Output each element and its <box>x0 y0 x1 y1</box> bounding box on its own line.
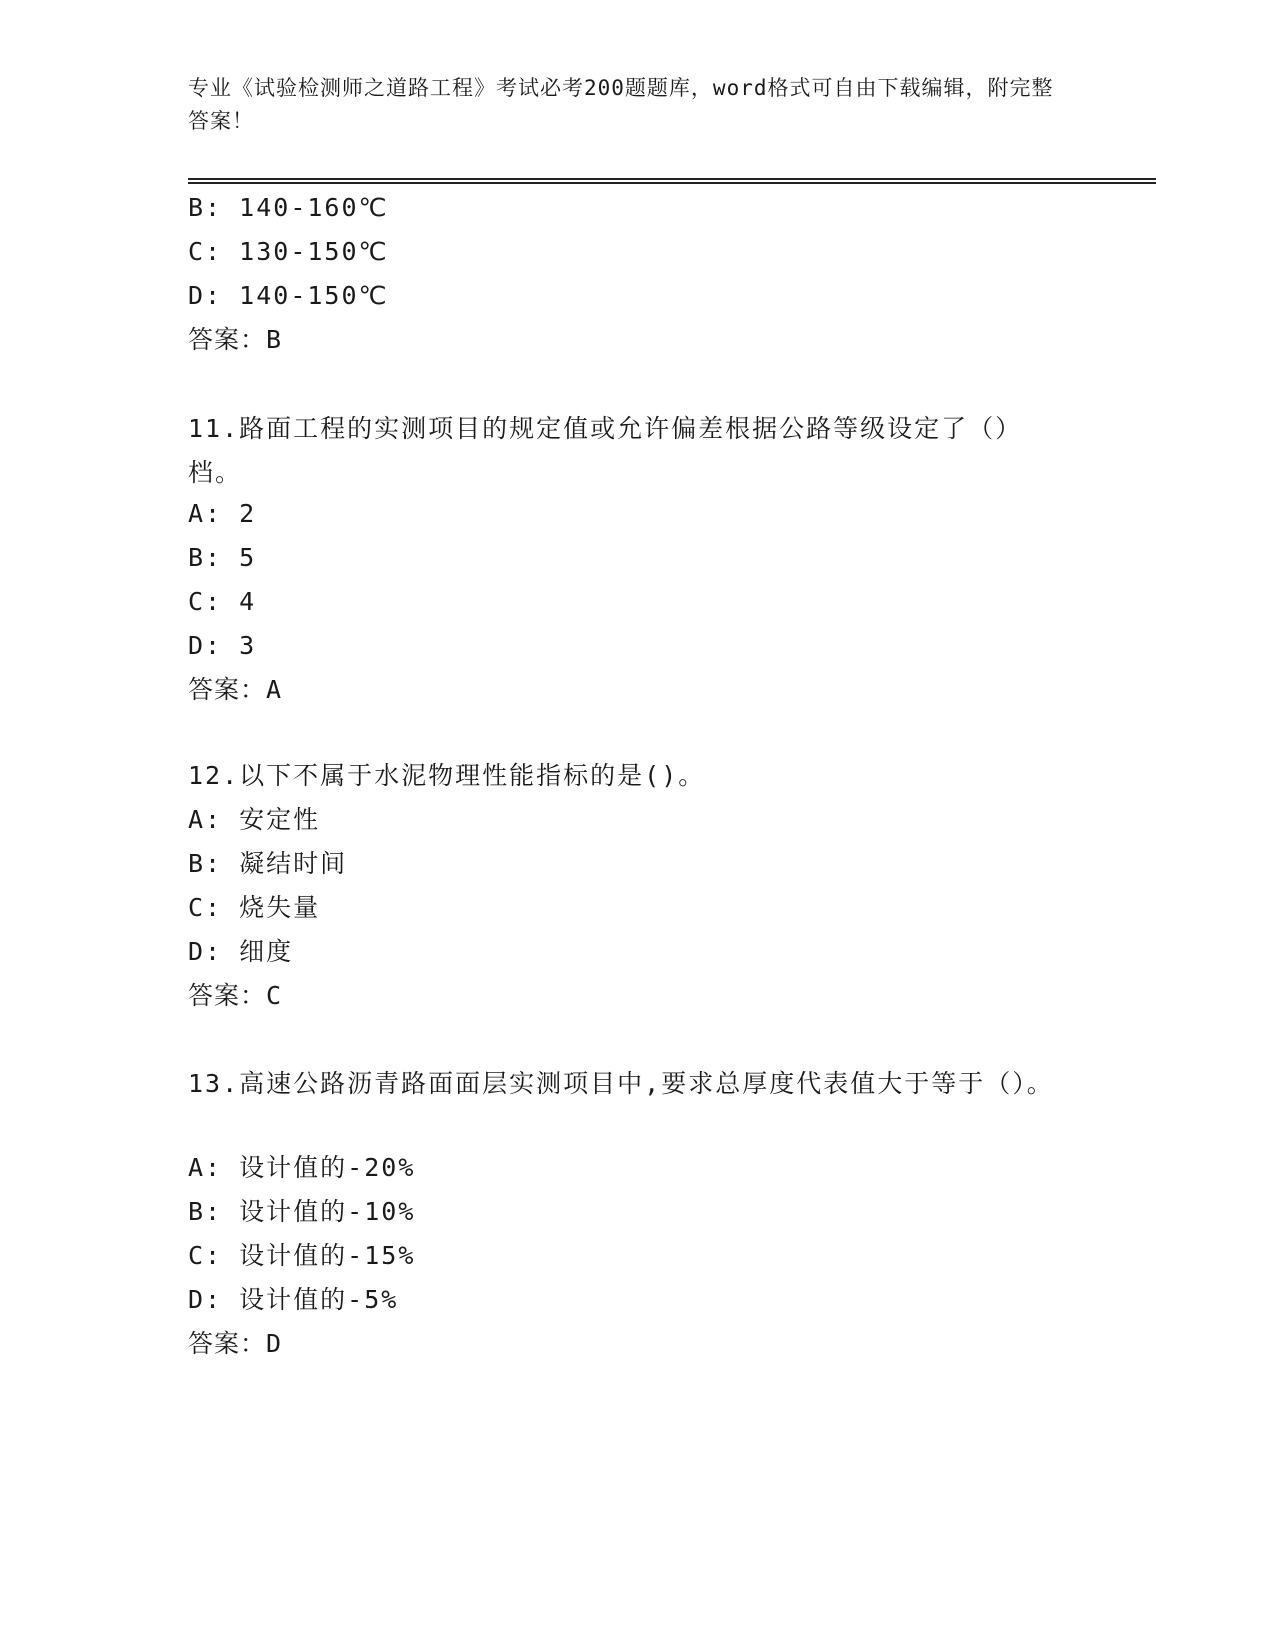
option-key: D: <box>188 281 223 310</box>
answer-line: 答案：C <box>188 981 283 1010</box>
option-text: 设计值的-20% <box>239 1153 416 1182</box>
option-key: B: <box>188 1197 223 1226</box>
option-key: A: <box>188 1153 223 1182</box>
option-text: 细度 <box>239 937 294 966</box>
option-text: 4 <box>239 587 257 616</box>
option-c <box>188 1240 415 1272</box>
option-key: D: <box>188 631 223 660</box>
option-c <box>188 236 389 268</box>
option-text: 140-160℃ <box>239 193 389 222</box>
option-text: 5 <box>239 543 257 572</box>
option-text: 烧失量 <box>239 893 321 922</box>
option-b <box>188 1196 415 1228</box>
question-13-stem: 13.高速公路沥青路面面层实测项目中,要求总厚度代表值大于等于（）。 <box>188 1069 1054 1098</box>
document-header: 专业《试验检测师之道路工程》考试必考200题题库，word格式可自由下载编辑，附完整答案！ <box>188 76 1054 133</box>
option-key: B: <box>188 543 223 572</box>
header-divider-bottom <box>188 182 1156 184</box>
option-d <box>188 1284 398 1316</box>
header-divider-top <box>188 178 1156 180</box>
option-text: 2 <box>239 499 257 528</box>
option-key: D: <box>188 937 223 966</box>
option-d <box>188 280 389 312</box>
option-key: C: <box>188 587 223 616</box>
option-a <box>188 804 320 836</box>
option-key: C: <box>188 893 223 922</box>
answer-line: 答案：B <box>188 325 283 354</box>
answer-line: 答案：A <box>188 675 283 704</box>
option-c <box>188 892 320 924</box>
option-text: 140-150℃ <box>239 281 389 310</box>
option-d <box>188 630 256 662</box>
option-d <box>188 936 293 968</box>
answer-line: 答案：D <box>188 1329 283 1358</box>
option-key: D: <box>188 1285 223 1314</box>
option-text: 安定性 <box>239 805 321 834</box>
question-12-stem: 12.以下不属于水泥物理性能指标的是()。 <box>188 761 706 790</box>
question-11-stem: 11.路面工程的实测项目的规定值或允许偏差根据公路等级设定了（）档。 <box>188 414 1023 487</box>
option-key: C: <box>188 1241 223 1270</box>
option-b <box>188 848 347 880</box>
option-text: 凝结时间 <box>239 849 348 878</box>
option-key: A: <box>188 805 223 834</box>
option-text: 3 <box>239 631 257 660</box>
option-key: B: <box>188 193 223 222</box>
option-text: 设计值的-5% <box>239 1285 399 1314</box>
option-key: A: <box>188 499 223 528</box>
option-c <box>188 586 256 618</box>
option-b <box>188 192 389 224</box>
option-b <box>188 542 256 574</box>
option-key: C: <box>188 237 223 266</box>
option-text: 设计值的-10% <box>239 1197 416 1226</box>
option-a <box>188 1152 415 1184</box>
option-a <box>188 498 256 530</box>
option-text: 设计值的-15% <box>239 1241 416 1270</box>
option-key: B: <box>188 849 223 878</box>
option-text: 130-150℃ <box>239 237 389 266</box>
